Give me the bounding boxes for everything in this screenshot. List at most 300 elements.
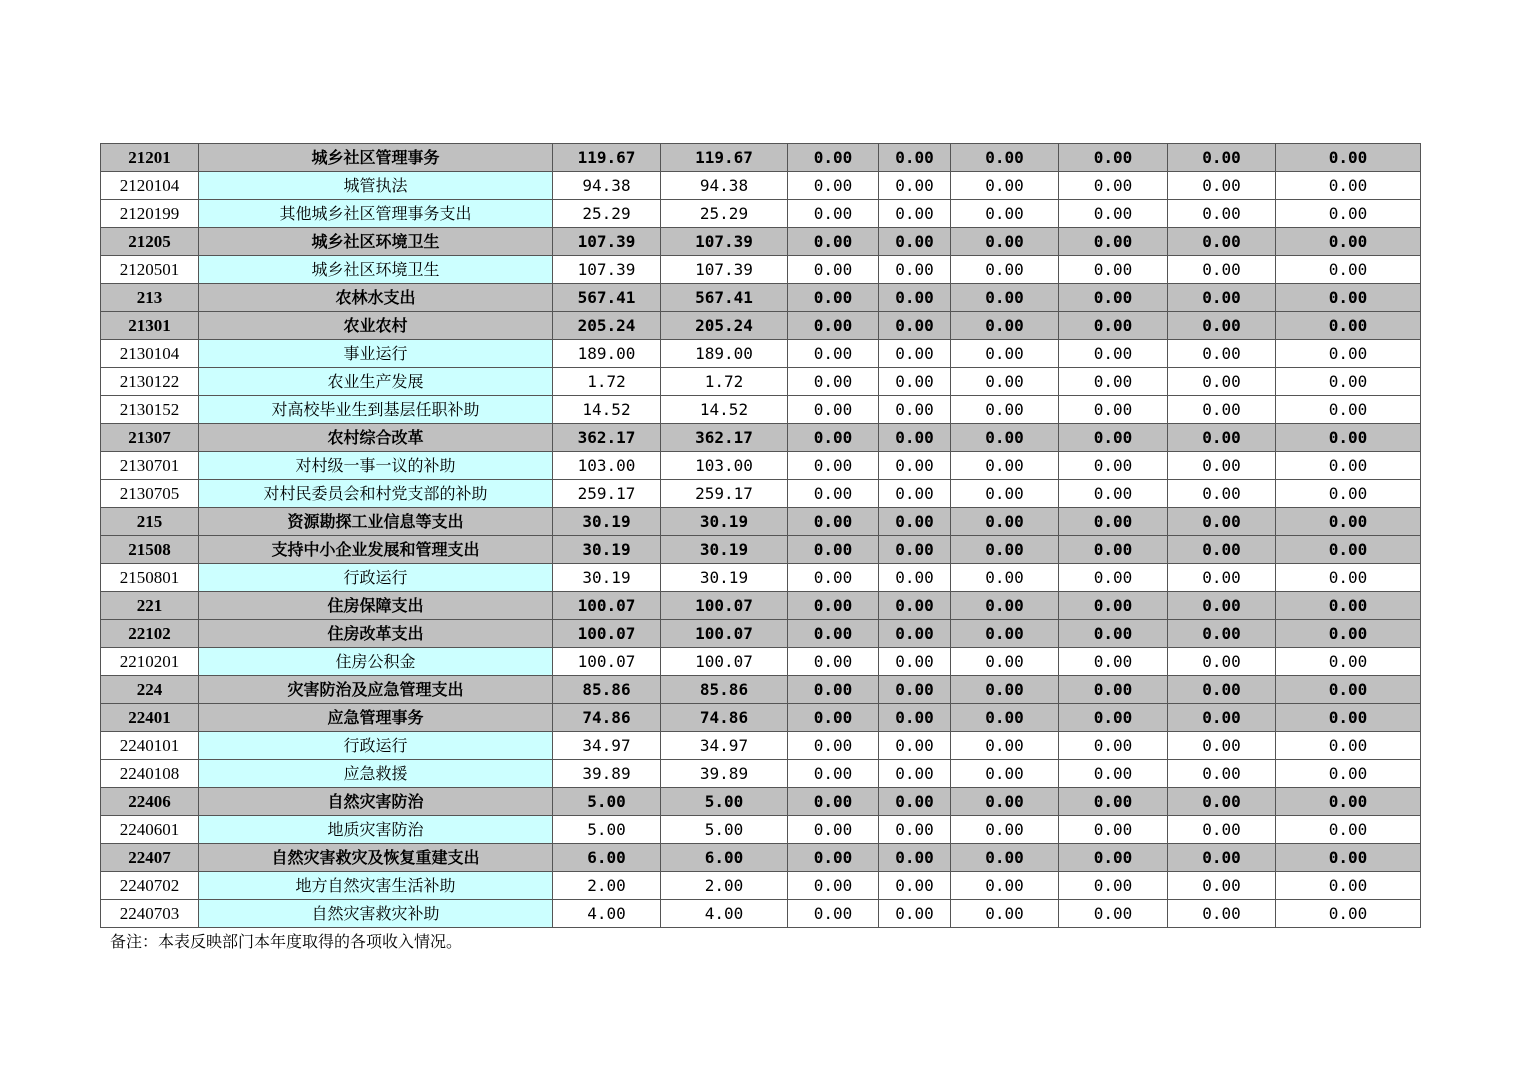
amount-cell: 100.07 [661,648,788,676]
amount-cell: 0.00 [788,228,879,256]
amount-cell: 0.00 [879,788,951,816]
amount-cell: 362.17 [553,424,661,452]
amount-cell: 0.00 [1168,256,1276,284]
amount-cell: 0.00 [951,256,1059,284]
amount-cell: 2.00 [661,872,788,900]
amount-cell: 0.00 [879,676,951,704]
table-row-detail [101,200,1421,228]
subject-name-cell: 灾害防治及应急管理支出 [199,676,553,704]
amount-cell: 0.00 [879,144,951,172]
amount-cell: 189.00 [553,340,661,368]
table-row-detail [101,340,1421,368]
table-row-detail [101,732,1421,760]
amount-cell: 0.00 [1168,200,1276,228]
amount-cell: 0.00 [1276,788,1421,816]
amount-cell: 0.00 [879,200,951,228]
amount-cell: 100.07 [553,592,661,620]
amount-cell: 0.00 [951,592,1059,620]
subject-code-cell: 2240108 [101,760,199,788]
amount-cell: 0.00 [1276,704,1421,732]
amount-cell: 0.00 [788,508,879,536]
subject-code-cell: 2120104 [101,172,199,200]
table-row-summary [101,508,1421,536]
subject-name-cell: 城乡社区环境卫生 [199,256,553,284]
subject-code-cell: 2120501 [101,256,199,284]
amount-cell: 85.86 [661,676,788,704]
amount-cell: 2.00 [553,872,661,900]
amount-cell: 205.24 [553,312,661,340]
amount-cell: 0.00 [788,900,879,928]
amount-cell: 0.00 [879,592,951,620]
amount-cell: 5.00 [553,788,661,816]
subject-name-cell: 对高校毕业生到基层任职补助 [199,396,553,424]
amount-cell: 0.00 [951,620,1059,648]
amount-cell: 5.00 [553,816,661,844]
amount-cell: 34.97 [661,732,788,760]
amount-cell: 0.00 [1168,368,1276,396]
amount-cell: 0.00 [1168,816,1276,844]
amount-cell: 74.86 [553,704,661,732]
subject-name-cell: 行政运行 [199,564,553,592]
amount-cell: 0.00 [1168,844,1276,872]
table-row-detail [101,396,1421,424]
amount-cell: 107.39 [661,256,788,284]
amount-cell: 0.00 [951,200,1059,228]
subject-name-cell: 自然灾害救灾补助 [199,900,553,928]
amount-cell: 0.00 [879,816,951,844]
amount-cell: 0.00 [788,340,879,368]
amount-cell: 39.89 [661,760,788,788]
amount-cell: 0.00 [1168,564,1276,592]
amount-cell: 0.00 [788,396,879,424]
amount-cell: 0.00 [1276,676,1421,704]
table-row-summary [101,592,1421,620]
subject-name-cell: 应急管理事务 [199,704,553,732]
subject-name-cell: 农林水支出 [199,284,553,312]
amount-cell: 0.00 [1059,340,1168,368]
amount-cell: 30.19 [553,508,661,536]
amount-cell: 85.86 [553,676,661,704]
amount-cell: 0.00 [879,704,951,732]
amount-cell: 0.00 [1276,844,1421,872]
amount-cell: 94.38 [661,172,788,200]
amount-cell: 74.86 [661,704,788,732]
amount-cell: 0.00 [788,536,879,564]
amount-cell: 39.89 [553,760,661,788]
amount-cell: 25.29 [661,200,788,228]
table-body [101,144,1421,928]
amount-cell: 119.67 [553,144,661,172]
subject-code-cell: 21301 [101,312,199,340]
subject-code-cell: 22401 [101,704,199,732]
amount-cell: 205.24 [661,312,788,340]
amount-cell: 567.41 [661,284,788,312]
table-row-summary [101,144,1421,172]
amount-cell: 0.00 [788,620,879,648]
amount-cell: 0.00 [1168,228,1276,256]
amount-cell: 0.00 [879,396,951,424]
amount-cell: 0.00 [788,368,879,396]
subject-code-cell: 221 [101,592,199,620]
amount-cell: 0.00 [951,368,1059,396]
subject-name-cell: 地质灾害防治 [199,816,553,844]
amount-cell: 5.00 [661,788,788,816]
amount-cell: 0.00 [951,172,1059,200]
table-row-summary [101,284,1421,312]
amount-cell: 103.00 [661,452,788,480]
amount-cell: 0.00 [879,732,951,760]
amount-cell: 100.07 [661,592,788,620]
amount-cell: 567.41 [553,284,661,312]
amount-cell: 30.19 [553,564,661,592]
amount-cell: 0.00 [951,564,1059,592]
subject-name-cell: 住房公积金 [199,648,553,676]
amount-cell: 0.00 [879,900,951,928]
subject-code-cell: 2130701 [101,452,199,480]
amount-cell: 0.00 [788,648,879,676]
subject-code-cell: 2150801 [101,564,199,592]
subject-code-cell: 21201 [101,144,199,172]
amount-cell: 0.00 [1276,900,1421,928]
amount-cell: 30.19 [661,564,788,592]
amount-cell: 259.17 [661,480,788,508]
amount-cell: 0.00 [1059,676,1168,704]
amount-cell: 0.00 [1059,424,1168,452]
table-row-summary [101,844,1421,872]
table-row-summary [101,788,1421,816]
amount-cell: 0.00 [879,760,951,788]
amount-cell: 0.00 [788,676,879,704]
amount-cell: 1.72 [553,368,661,396]
amount-cell: 0.00 [1168,592,1276,620]
amount-cell: 4.00 [553,900,661,928]
amount-cell: 0.00 [951,704,1059,732]
subject-name-cell: 农村综合改革 [199,424,553,452]
amount-cell: 0.00 [1059,508,1168,536]
amount-cell: 0.00 [1059,648,1168,676]
amount-cell: 0.00 [951,396,1059,424]
table-row-detail [101,760,1421,788]
amount-cell: 0.00 [1059,592,1168,620]
amount-cell: 0.00 [951,144,1059,172]
table-row-detail [101,172,1421,200]
amount-cell: 0.00 [1059,704,1168,732]
amount-cell: 189.00 [661,340,788,368]
amount-cell: 0.00 [879,452,951,480]
amount-cell: 0.00 [788,732,879,760]
amount-cell: 0.00 [1059,368,1168,396]
subject-name-cell: 支持中小企业发展和管理支出 [199,536,553,564]
subject-name-cell: 城管执法 [199,172,553,200]
amount-cell: 0.00 [951,312,1059,340]
amount-cell: 1.72 [661,368,788,396]
amount-cell: 0.00 [1168,900,1276,928]
amount-cell: 0.00 [951,228,1059,256]
amount-cell: 0.00 [1168,788,1276,816]
amount-cell: 0.00 [1276,480,1421,508]
amount-cell: 0.00 [1168,872,1276,900]
amount-cell: 0.00 [951,816,1059,844]
amount-cell: 0.00 [1059,732,1168,760]
table-row-detail [101,900,1421,928]
amount-cell: 0.00 [1059,256,1168,284]
amount-cell: 30.19 [661,508,788,536]
table-row-summary [101,536,1421,564]
amount-cell: 0.00 [1059,872,1168,900]
amount-cell: 0.00 [788,592,879,620]
table-row-summary [101,424,1421,452]
amount-cell: 0.00 [1276,592,1421,620]
amount-cell: 0.00 [1168,536,1276,564]
amount-cell: 0.00 [788,788,879,816]
amount-cell: 0.00 [1059,144,1168,172]
subject-name-cell: 资源勘探工业信息等支出 [199,508,553,536]
amount-cell: 0.00 [788,816,879,844]
table-row-detail [101,816,1421,844]
subject-code-cell: 2130152 [101,396,199,424]
amount-cell: 0.00 [1276,368,1421,396]
table-row-detail [101,452,1421,480]
amount-cell: 0.00 [1059,452,1168,480]
amount-cell: 0.00 [951,340,1059,368]
amount-cell: 0.00 [1168,648,1276,676]
amount-cell: 0.00 [1276,536,1421,564]
amount-cell: 0.00 [879,480,951,508]
amount-cell: 0.00 [788,704,879,732]
amount-cell: 0.00 [879,424,951,452]
amount-cell: 0.00 [879,340,951,368]
amount-cell: 0.00 [1276,200,1421,228]
amount-cell: 0.00 [879,564,951,592]
amount-cell: 4.00 [661,900,788,928]
subject-code-cell: 22407 [101,844,199,872]
subject-name-cell: 地方自然灾害生活补助 [199,872,553,900]
subject-name-cell: 城乡社区管理事务 [199,144,553,172]
amount-cell: 0.00 [788,480,879,508]
amount-cell: 0.00 [1059,396,1168,424]
amount-cell: 0.00 [1276,760,1421,788]
income-table [100,143,1421,928]
amount-cell: 0.00 [788,872,879,900]
amount-cell: 0.00 [1059,172,1168,200]
amount-cell: 30.19 [553,536,661,564]
subject-code-cell: 2240703 [101,900,199,928]
amount-cell: 0.00 [951,676,1059,704]
amount-cell: 0.00 [951,732,1059,760]
amount-cell: 0.00 [788,172,879,200]
amount-cell: 0.00 [1168,620,1276,648]
subject-code-cell: 2240702 [101,872,199,900]
amount-cell: 0.00 [951,480,1059,508]
amount-cell: 0.00 [1276,396,1421,424]
amount-cell: 0.00 [1276,564,1421,592]
subject-code-cell: 2130104 [101,340,199,368]
subject-code-cell: 21307 [101,424,199,452]
amount-cell: 0.00 [951,284,1059,312]
amount-cell: 0.00 [1276,872,1421,900]
subject-name-cell: 事业运行 [199,340,553,368]
amount-cell: 107.39 [661,228,788,256]
amount-cell: 100.07 [553,620,661,648]
amount-cell: 0.00 [951,760,1059,788]
table-row-summary [101,228,1421,256]
amount-cell: 0.00 [788,844,879,872]
amount-cell: 0.00 [1276,228,1421,256]
amount-cell: 0.00 [1168,676,1276,704]
amount-cell: 0.00 [951,900,1059,928]
table-row-detail [101,564,1421,592]
table-row-summary [101,676,1421,704]
amount-cell: 0.00 [1059,536,1168,564]
amount-cell: 0.00 [1276,508,1421,536]
amount-cell: 0.00 [951,844,1059,872]
subject-code-cell: 2130122 [101,368,199,396]
subject-name-cell: 农业生产发展 [199,368,553,396]
amount-cell: 0.00 [1059,816,1168,844]
amount-cell: 0.00 [1276,732,1421,760]
table-row-detail [101,872,1421,900]
amount-cell: 0.00 [951,788,1059,816]
subject-code-cell: 2240601 [101,816,199,844]
amount-cell: 0.00 [1059,620,1168,648]
amount-cell: 103.00 [553,452,661,480]
amount-cell: 0.00 [1276,648,1421,676]
subject-code-cell: 2120199 [101,200,199,228]
subject-code-cell: 22102 [101,620,199,648]
amount-cell: 0.00 [879,172,951,200]
amount-cell: 0.00 [1059,788,1168,816]
amount-cell: 0.00 [1168,480,1276,508]
subject-name-cell: 应急救援 [199,760,553,788]
amount-cell: 0.00 [1168,284,1276,312]
amount-cell: 107.39 [553,256,661,284]
amount-cell: 0.00 [1059,284,1168,312]
amount-cell: 0.00 [1276,312,1421,340]
amount-cell: 100.07 [553,648,661,676]
subject-name-cell: 农业农村 [199,312,553,340]
amount-cell: 30.19 [661,536,788,564]
amount-cell: 0.00 [788,256,879,284]
subject-name-cell: 城乡社区环境卫生 [199,228,553,256]
amount-cell: 0.00 [1168,704,1276,732]
amount-cell: 0.00 [1276,452,1421,480]
amount-cell: 0.00 [879,872,951,900]
amount-cell: 0.00 [1168,424,1276,452]
amount-cell: 0.00 [879,368,951,396]
amount-cell: 0.00 [1276,620,1421,648]
amount-cell: 0.00 [788,452,879,480]
subject-code-cell: 22406 [101,788,199,816]
table-row-summary [101,620,1421,648]
amount-cell: 0.00 [951,424,1059,452]
footnote: 备注：本表反映部门本年度取得的各项收入情况。 [110,932,463,951]
amount-cell: 0.00 [1276,816,1421,844]
subject-name-cell: 行政运行 [199,732,553,760]
subject-name-cell: 自然灾害救灾及恢复重建支出 [199,844,553,872]
amount-cell: 5.00 [661,816,788,844]
amount-cell: 0.00 [788,312,879,340]
amount-cell: 0.00 [1059,228,1168,256]
amount-cell: 0.00 [1059,760,1168,788]
amount-cell: 0.00 [951,648,1059,676]
amount-cell: 107.39 [553,228,661,256]
amount-cell: 0.00 [1276,284,1421,312]
amount-cell: 259.17 [553,480,661,508]
amount-cell: 0.00 [788,760,879,788]
amount-cell: 0.00 [1059,564,1168,592]
subject-code-cell: 2210201 [101,648,199,676]
amount-cell: 6.00 [553,844,661,872]
amount-cell: 0.00 [788,284,879,312]
subject-code-cell: 21508 [101,536,199,564]
amount-cell: 0.00 [879,508,951,536]
amount-cell: 0.00 [788,564,879,592]
amount-cell: 0.00 [1168,312,1276,340]
table-row-summary [101,312,1421,340]
amount-cell: 0.00 [879,844,951,872]
table-row-detail [101,256,1421,284]
subject-code-cell: 213 [101,284,199,312]
amount-cell: 0.00 [1059,900,1168,928]
table-row-detail [101,480,1421,508]
amount-cell: 14.52 [661,396,788,424]
amount-cell: 0.00 [951,452,1059,480]
amount-cell: 0.00 [1276,144,1421,172]
subject-name-cell: 住房改革支出 [199,620,553,648]
amount-cell: 34.97 [553,732,661,760]
amount-cell: 0.00 [1059,844,1168,872]
amount-cell: 6.00 [661,844,788,872]
amount-cell: 119.67 [661,144,788,172]
subject-code-cell: 2240101 [101,732,199,760]
amount-cell: 0.00 [1276,172,1421,200]
amount-cell: 0.00 [1168,172,1276,200]
table-row-summary [101,704,1421,732]
amount-cell: 0.00 [788,200,879,228]
amount-cell: 0.00 [951,872,1059,900]
amount-cell: 0.00 [879,312,951,340]
subject-name-cell: 对村民委员会和村党支部的补助 [199,480,553,508]
subject-code-cell: 224 [101,676,199,704]
amount-cell: 0.00 [879,536,951,564]
subject-name-cell: 其他城乡社区管理事务支出 [199,200,553,228]
amount-cell: 0.00 [879,284,951,312]
amount-cell: 94.38 [553,172,661,200]
amount-cell: 100.07 [661,620,788,648]
amount-cell: 0.00 [1168,144,1276,172]
amount-cell: 0.00 [1276,340,1421,368]
amount-cell: 0.00 [1168,760,1276,788]
subject-name-cell: 自然灾害防治 [199,788,553,816]
amount-cell: 0.00 [1168,396,1276,424]
subject-code-cell: 21205 [101,228,199,256]
amount-cell: 0.00 [1059,480,1168,508]
amount-cell: 0.00 [1168,452,1276,480]
amount-cell: 0.00 [879,648,951,676]
amount-cell: 0.00 [879,256,951,284]
table-row-detail [101,368,1421,396]
amount-cell: 0.00 [1276,256,1421,284]
amount-cell: 362.17 [661,424,788,452]
amount-cell: 0.00 [1168,732,1276,760]
subject-name-cell: 住房保障支出 [199,592,553,620]
amount-cell: 0.00 [1168,340,1276,368]
amount-cell: 0.00 [1168,508,1276,536]
table-row-detail [101,648,1421,676]
subject-code-cell: 2130705 [101,480,199,508]
subject-code-cell: 215 [101,508,199,536]
amount-cell: 0.00 [788,144,879,172]
